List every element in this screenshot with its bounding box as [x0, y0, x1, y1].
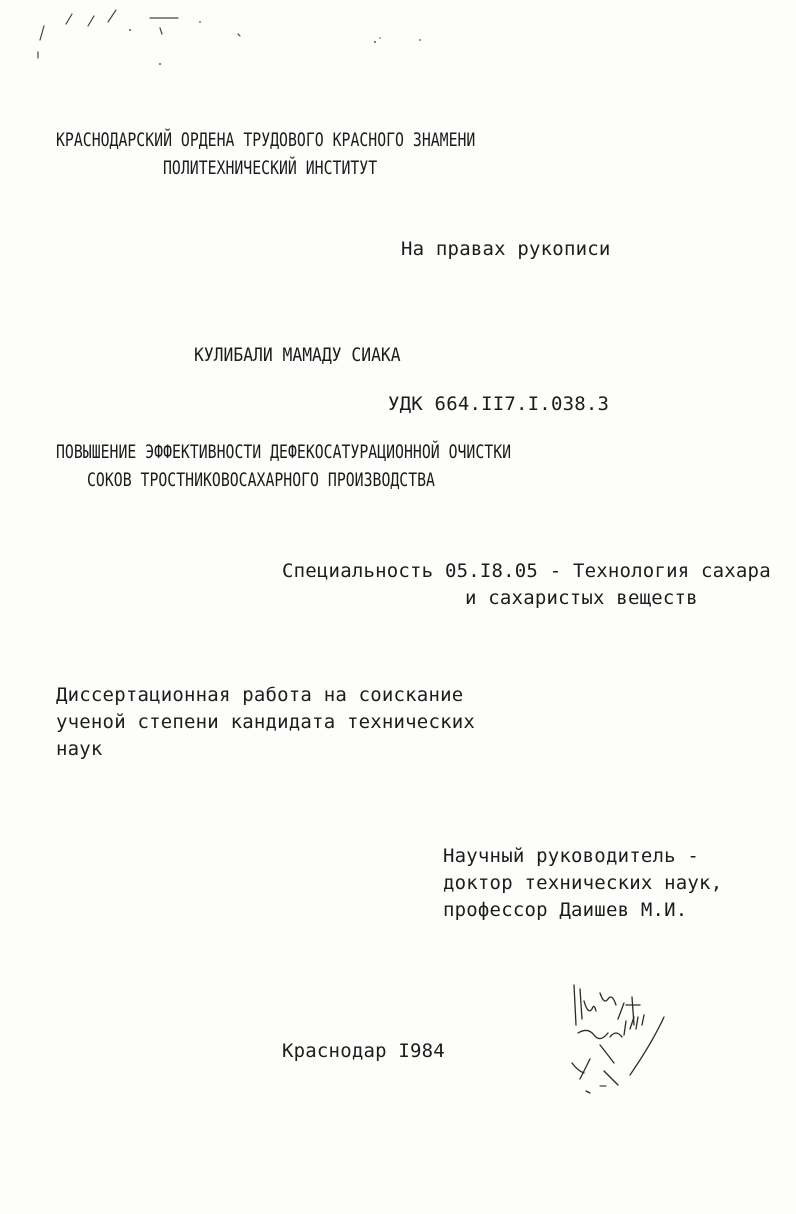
thesis-title-line-2: СОКОВ ТРОСТНИКОВОСАХАРНОГО ПРОИЗВОДСТВА [87, 469, 435, 491]
dissertation-line-2: ученой степени кандидата технических [56, 711, 476, 733]
handwritten-signature [560, 975, 680, 1100]
institute-line-2: ПОЛИТЕХНИЧЕСКИЙ ИНСТИТУТ [163, 157, 378, 179]
institute-line-1: КРАСНОДАРСКИЙ ОРДЕНА ТРУДОВОГО КРАСНОГО ЗНАМЕНИ [56, 129, 476, 151]
thesis-title-line-1: ПОВЫШЕНИЕ ЭФФЕКТИВНОСТИ ДЕФЕКОСАТУРАЦИОННОЙ ОЧИСТКИ [56, 441, 512, 463]
place-year: Краснодар I984 [282, 1040, 445, 1062]
specialty-line-1: Специальность 05.I8.05 - Технология сахара [282, 560, 771, 582]
supervisor-line-2: доктор технических наук, [443, 872, 723, 894]
dissertation-line-3: наук [56, 738, 103, 760]
dissertation-line-1: Диссертационная работа на соискание [56, 684, 464, 706]
author-name: КУЛИБАЛИ МАМАДУ СИАКА [194, 344, 401, 366]
udc-code: УДК 664.II7.I.038.3 [388, 393, 610, 415]
supervisor-line-1: Научный руководитель - [443, 845, 700, 867]
supervisor-line-3: профессор Даишев М.И. [443, 899, 688, 921]
specialty-line-2: и сахаристых веществ [465, 587, 698, 609]
rights-note: На правах рукописи [401, 238, 611, 260]
